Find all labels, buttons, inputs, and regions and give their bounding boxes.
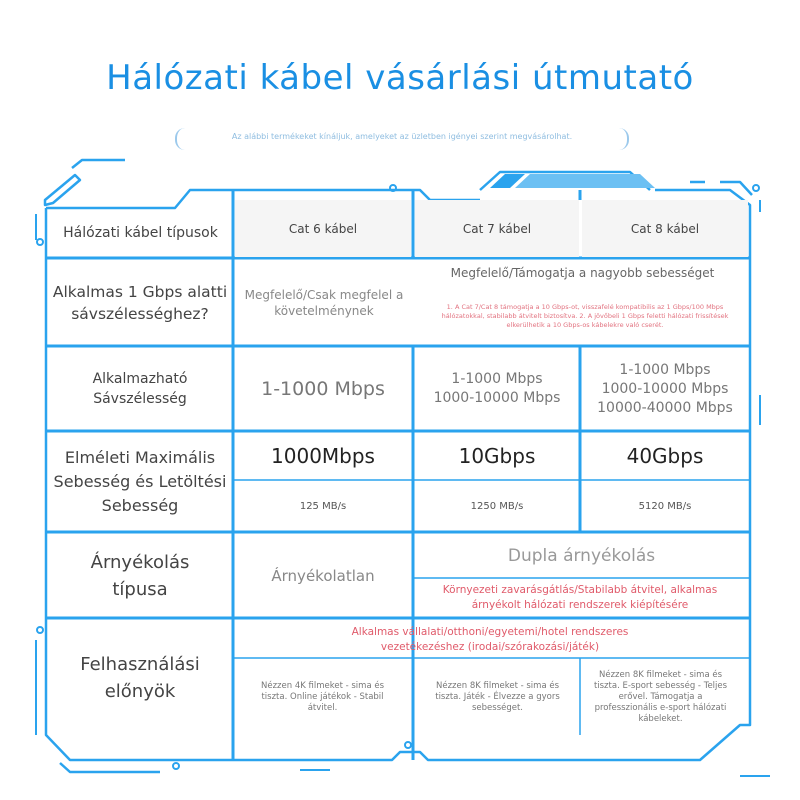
row-usage-cat8: Nézzen 8K filmeket - sima és tiszta. E-sport sebesség - Teljes erővel. Támogatja a professzionális e-sport hálózati kábeleket.: [593, 670, 728, 724]
row-bandwidth-cat6: 1-1000 Mbps: [261, 378, 385, 400]
row-speed-cat7: 10Gbps: [458, 444, 536, 468]
row-gbps-label: Alkalmas 1 Gbps alatti sávszélességhez?: [52, 282, 228, 323]
bandwidth-cat7-line1: 1-1000 Mbps: [451, 371, 543, 387]
row-usage-cat6: Nézzen 4K filmeket - sima és tiszta. Online játékok - Stabil átvitel.: [260, 680, 385, 713]
row-speed-cat7-dl: 1250 MB/s: [470, 500, 524, 512]
row-speed-cat8-dl: 5120 MB/s: [638, 500, 692, 512]
row-speed-cat6: 1000Mbps: [271, 444, 375, 468]
row-usage-label: Felhasználási előnyök: [80, 653, 200, 702]
row-usage-common: Alkalmas vállalati/otthoni/egyetemi/hotel rendszeres vezetékezéshez (irodai/szórakozási/játék): [351, 625, 629, 653]
row-speed-cat6-dl: 125 MB/s: [299, 500, 347, 512]
header-row-label: Hálózati kábel típusok: [63, 224, 218, 241]
row-gbps-cat6: Megfelelő/Csak megfelel a követelménynek: [244, 288, 404, 318]
row-shielding-cat6: Árnyékolatlan: [271, 566, 375, 585]
row-shielding-note: Környezeti zavarásgátlás/Stabilabb átvitel, alkalmas árnyékolt hálózati rendszerek kiépítésére: [442, 583, 718, 611]
row-gbps-note: 1. A Cat 7/Cat 8 támogatja a 10 Gbps-ot, visszafelé kompatibilis az 1 Gbps/100 Mbps hálózatokkal, stabilabb átvitelt biztosítva. 2. A jövőbeli 1 Gbps feletti hálózati frissítések elkerülhetik a 10 Gbps-os kábelekre való cserét.: [441, 302, 729, 329]
page-title: Hálózati kábel vásárlási útmutató: [106, 58, 694, 98]
bandwidth-cat8-line3: 10000-40000 Mbps: [597, 399, 733, 416]
row-usage-cat7: Nézzen 8K filmeket - sima és tiszta. Játék - Élvezze a gyors sebességet.: [435, 680, 560, 713]
row-gbps-cat78: Megfelelő/Támogatja a nagyobb sebességet: [450, 266, 715, 280]
row-shielding-label: Árnyékolás típusa: [90, 551, 190, 600]
row-speed-cat8: 40Gbps: [626, 444, 704, 468]
row-bandwidth-cat8: [582, 348, 748, 430]
header-cat6: Cat 6 kábel: [235, 200, 411, 257]
row-bandwidth-cat7: [415, 348, 579, 430]
bandwidth-cat8-line2: 1000-10000 Mbps: [601, 380, 729, 397]
row-bandwidth-label: Alkalmazható Sávszélesség: [92, 371, 188, 407]
bandwidth-cat7-line2: 1000-10000 Mbps: [433, 390, 561, 406]
row-speed-label: Elméleti Maximális Sebesség és Letöltési Sebesség: [53, 448, 227, 515]
subtitle: Az alábbi termékeket kínáljuk, amelyeket az üzletben igényei szerint megvásárolhat.: [175, 128, 629, 150]
header-cat8: Cat 8 kábel: [582, 200, 748, 257]
header-cat7: Cat 7 kábel: [415, 200, 579, 257]
bandwidth-cat8-line1: 1-1000 Mbps: [619, 361, 711, 378]
row-shielding-cat78: Dupla árnyékolás: [507, 545, 656, 566]
